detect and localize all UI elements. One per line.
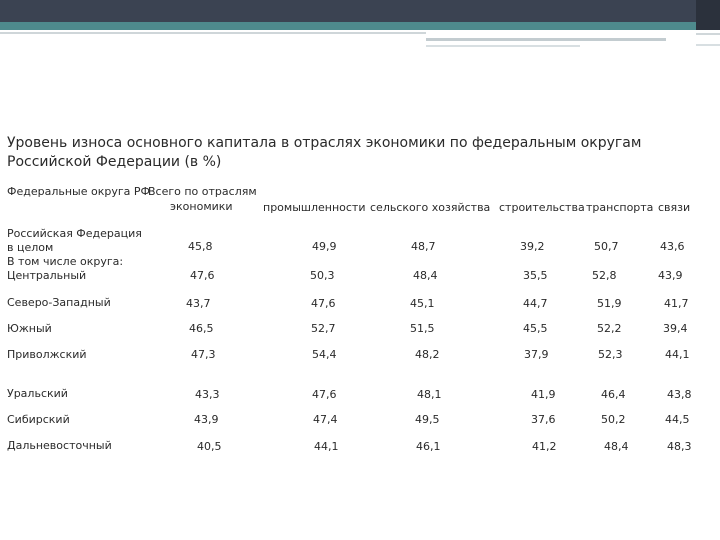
table-cell-construction: 45,5 bbox=[523, 322, 548, 335]
row-name: В том числе округа: bbox=[7, 255, 124, 268]
decorative-line bbox=[426, 38, 666, 41]
table-cell-industry: 47,4 bbox=[313, 413, 338, 426]
table-cell-total: 43,7 bbox=[186, 297, 211, 310]
table-cell-transport: 48,4 bbox=[604, 440, 629, 453]
decorative-line bbox=[0, 32, 426, 34]
table-cell-transport: 52,8 bbox=[592, 269, 617, 282]
table-cell-total: 43,9 bbox=[194, 413, 219, 426]
table-cell-total: 43,3 bbox=[195, 388, 220, 401]
header-total-line-1: Всего по отраслям bbox=[148, 185, 257, 198]
table-cell-construction: 39,2 bbox=[520, 240, 545, 253]
header-industry: промышленности bbox=[263, 201, 366, 214]
table-cell-communication: 43,6 bbox=[660, 240, 685, 253]
slide-title bbox=[7, 134, 707, 172]
row-name: Российская Федерация bbox=[7, 227, 142, 240]
table-cell-transport: 52,2 bbox=[597, 322, 622, 335]
row-name: Дальневосточный bbox=[7, 439, 112, 452]
slide-corner-block bbox=[696, 0, 720, 30]
table-cell-construction: 41,2 bbox=[532, 440, 557, 453]
table-cell-transport: 51,9 bbox=[597, 297, 622, 310]
header-total-line-2: экономики bbox=[170, 200, 233, 213]
row-name: Сибирский bbox=[7, 413, 70, 426]
table-cell-transport: 50,2 bbox=[601, 413, 626, 426]
table-cell-industry: 50,3 bbox=[310, 269, 335, 282]
table-cell-transport: 50,7 bbox=[594, 240, 619, 253]
decorative-line bbox=[696, 33, 720, 35]
table-cell-total: 45,8 bbox=[188, 240, 213, 253]
slide-top-band bbox=[0, 0, 720, 22]
title-line-1: Уровень износа основного капитала в отраслях экономики по федеральным округам bbox=[7, 135, 642, 151]
table-cell-agriculture: 48,2 bbox=[415, 348, 440, 361]
table-cell-industry: 49,9 bbox=[312, 240, 337, 253]
row-name: Северо-Западный bbox=[7, 296, 111, 309]
table-cell-communication: 39,4 bbox=[663, 322, 688, 335]
table-cell-transport: 52,3 bbox=[598, 348, 623, 361]
decorative-line bbox=[426, 45, 580, 47]
table-cell-industry: 47,6 bbox=[311, 297, 336, 310]
table-cell-total: 47,6 bbox=[190, 269, 215, 282]
table-cell-industry: 44,1 bbox=[314, 440, 339, 453]
table-cell-communication: 43,9 bbox=[658, 269, 683, 282]
table-cell-total: 47,3 bbox=[191, 348, 216, 361]
table-cell-transport: 46,4 bbox=[601, 388, 626, 401]
header-region: Федеральные округа РФ bbox=[7, 185, 150, 198]
table-cell-construction: 44,7 bbox=[523, 297, 548, 310]
table-cell-agriculture: 51,5 bbox=[410, 322, 435, 335]
header-communication: связи bbox=[658, 201, 691, 214]
table-cell-industry: 54,4 bbox=[312, 348, 337, 361]
table-cell-construction: 41,9 bbox=[531, 388, 556, 401]
row-name: Уральский bbox=[7, 387, 68, 400]
table-cell-total: 40,5 bbox=[197, 440, 222, 453]
table-cell-agriculture: 45,1 bbox=[410, 297, 435, 310]
row-name-line-2: в целом bbox=[7, 241, 54, 254]
table-cell-agriculture: 48,7 bbox=[411, 240, 436, 253]
header-construction: строительства bbox=[499, 201, 585, 214]
table-cell-agriculture: 48,1 bbox=[417, 388, 442, 401]
table-cell-agriculture: 46,1 bbox=[416, 440, 441, 453]
table-cell-total: 46,5 bbox=[189, 322, 214, 335]
table-cell-communication: 41,7 bbox=[664, 297, 689, 310]
table-cell-construction: 37,6 bbox=[531, 413, 556, 426]
row-name-line-2: Центральный bbox=[7, 269, 87, 282]
row-name: Южный bbox=[7, 322, 52, 335]
table-cell-construction: 35,5 bbox=[523, 269, 548, 282]
title-line-2: Российской Федерации (в %) bbox=[7, 154, 222, 170]
table-cell-communication: 44,1 bbox=[665, 348, 690, 361]
table-cell-industry: 52,7 bbox=[311, 322, 336, 335]
table-cell-agriculture: 48,4 bbox=[413, 269, 438, 282]
slide-teal-band bbox=[0, 22, 720, 30]
table-cell-communication: 43,8 bbox=[667, 388, 692, 401]
table-cell-agriculture: 49,5 bbox=[415, 413, 440, 426]
table-cell-communication: 48,3 bbox=[667, 440, 692, 453]
decorative-line bbox=[696, 44, 720, 46]
table-cell-construction: 37,9 bbox=[524, 348, 549, 361]
table-cell-industry: 47,6 bbox=[312, 388, 337, 401]
header-transport: транспорта bbox=[586, 201, 654, 214]
table-cell-communication: 44,5 bbox=[665, 413, 690, 426]
row-name: Приволжский bbox=[7, 348, 87, 361]
header-agriculture: сельского хозяйства bbox=[370, 201, 491, 214]
